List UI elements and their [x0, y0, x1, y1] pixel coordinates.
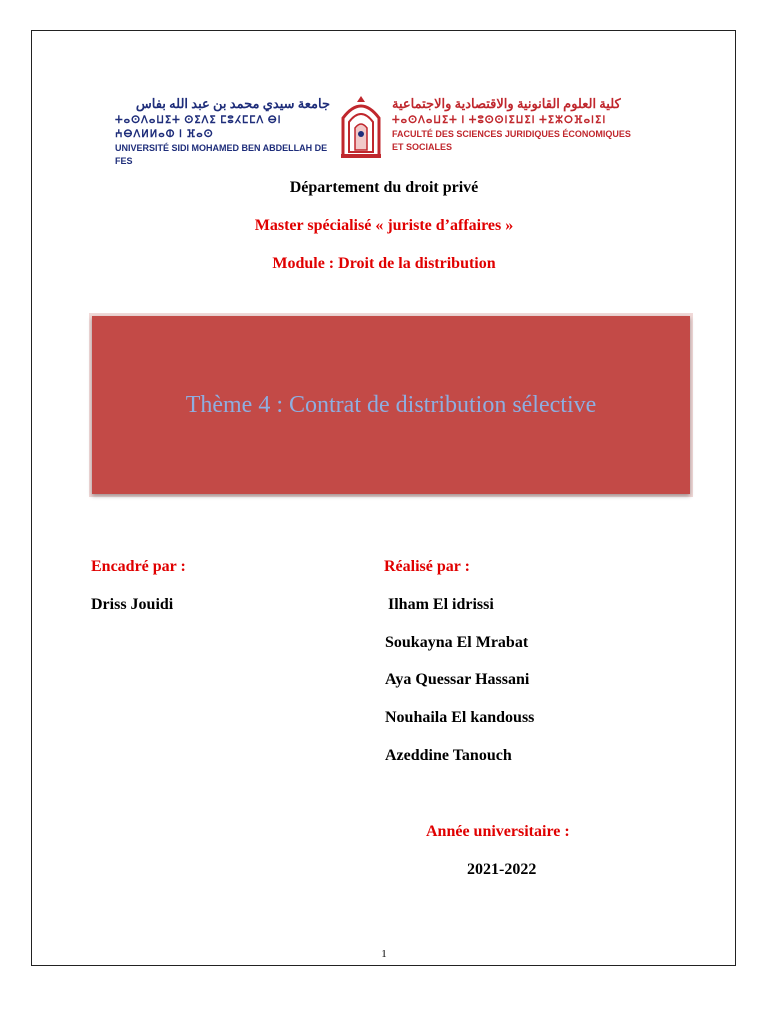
- module-title: Module : Droit de la distribution: [272, 255, 496, 272]
- author-name: Azeddine Tanouch: [385, 747, 512, 764]
- supervisor-name: Driss Jouidi: [91, 596, 174, 613]
- university-name-arabic: جامعة سيدي محمد بن عبد الله بفاس: [135, 96, 330, 111]
- academic-year-label: Année universitaire :: [426, 823, 570, 840]
- page-number: 1: [381, 948, 387, 960]
- author-name: Ilham El idrissi: [388, 596, 494, 613]
- page-border: [31, 30, 736, 966]
- department-title: Département du droit privé: [289, 179, 479, 196]
- faculty-name-french: FACULTÉ DES SCIENCES JURIDIQUES ÉCONOMIQUES ET SOCIALES: [392, 129, 631, 152]
- author-name: Soukayna El Mrabat: [385, 634, 529, 651]
- supervisor-label: Encadré par :: [91, 558, 186, 575]
- university-emblem-icon: [337, 94, 385, 160]
- university-logo: [115, 96, 330, 166]
- master-title: Master spécialisé « juriste d’affaires »: [254, 217, 514, 234]
- theme-banner: [92, 316, 690, 494]
- theme-title: Thème 4 : Contrat de distribution sélective: [185, 391, 597, 418]
- university-name-tifinagh: ⵜⴰⵙⴷⴰⵡⵉⵜ ⵙⵉⴷⵉ ⵎⵓⵃⵎⵎⴷ ⴱⵏ ⵄⴱⴷⵍⵍⴰⵀ ⵏ ⴼⴰⵙ: [115, 115, 282, 140]
- author-name: Nouhaila El kandouss: [385, 709, 535, 726]
- faculty-name-arabic: كلية العلوم القانونية والاقتصادية والاجتماعية: [392, 96, 621, 111]
- authors-label: Réalisé par :: [384, 558, 470, 575]
- author-name: Aya Quessar Hassani: [385, 671, 530, 688]
- faculty-name-tifinagh: ⵜⴰⵙⴷⴰⵡⵉⵜ ⵏ ⵜⵓⵙⵙⵏⵉⵡⵉⵏ ⵜⵉⵣⵔⴼⴰⵏⵉⵏ: [392, 115, 607, 126]
- university-name-french: UNIVERSITÉ SIDI MOHAMED BEN ABDELLAH DE FES: [115, 143, 328, 166]
- faculty-logo: [392, 96, 642, 152]
- academic-year-value: 2021-2022: [467, 861, 537, 878]
